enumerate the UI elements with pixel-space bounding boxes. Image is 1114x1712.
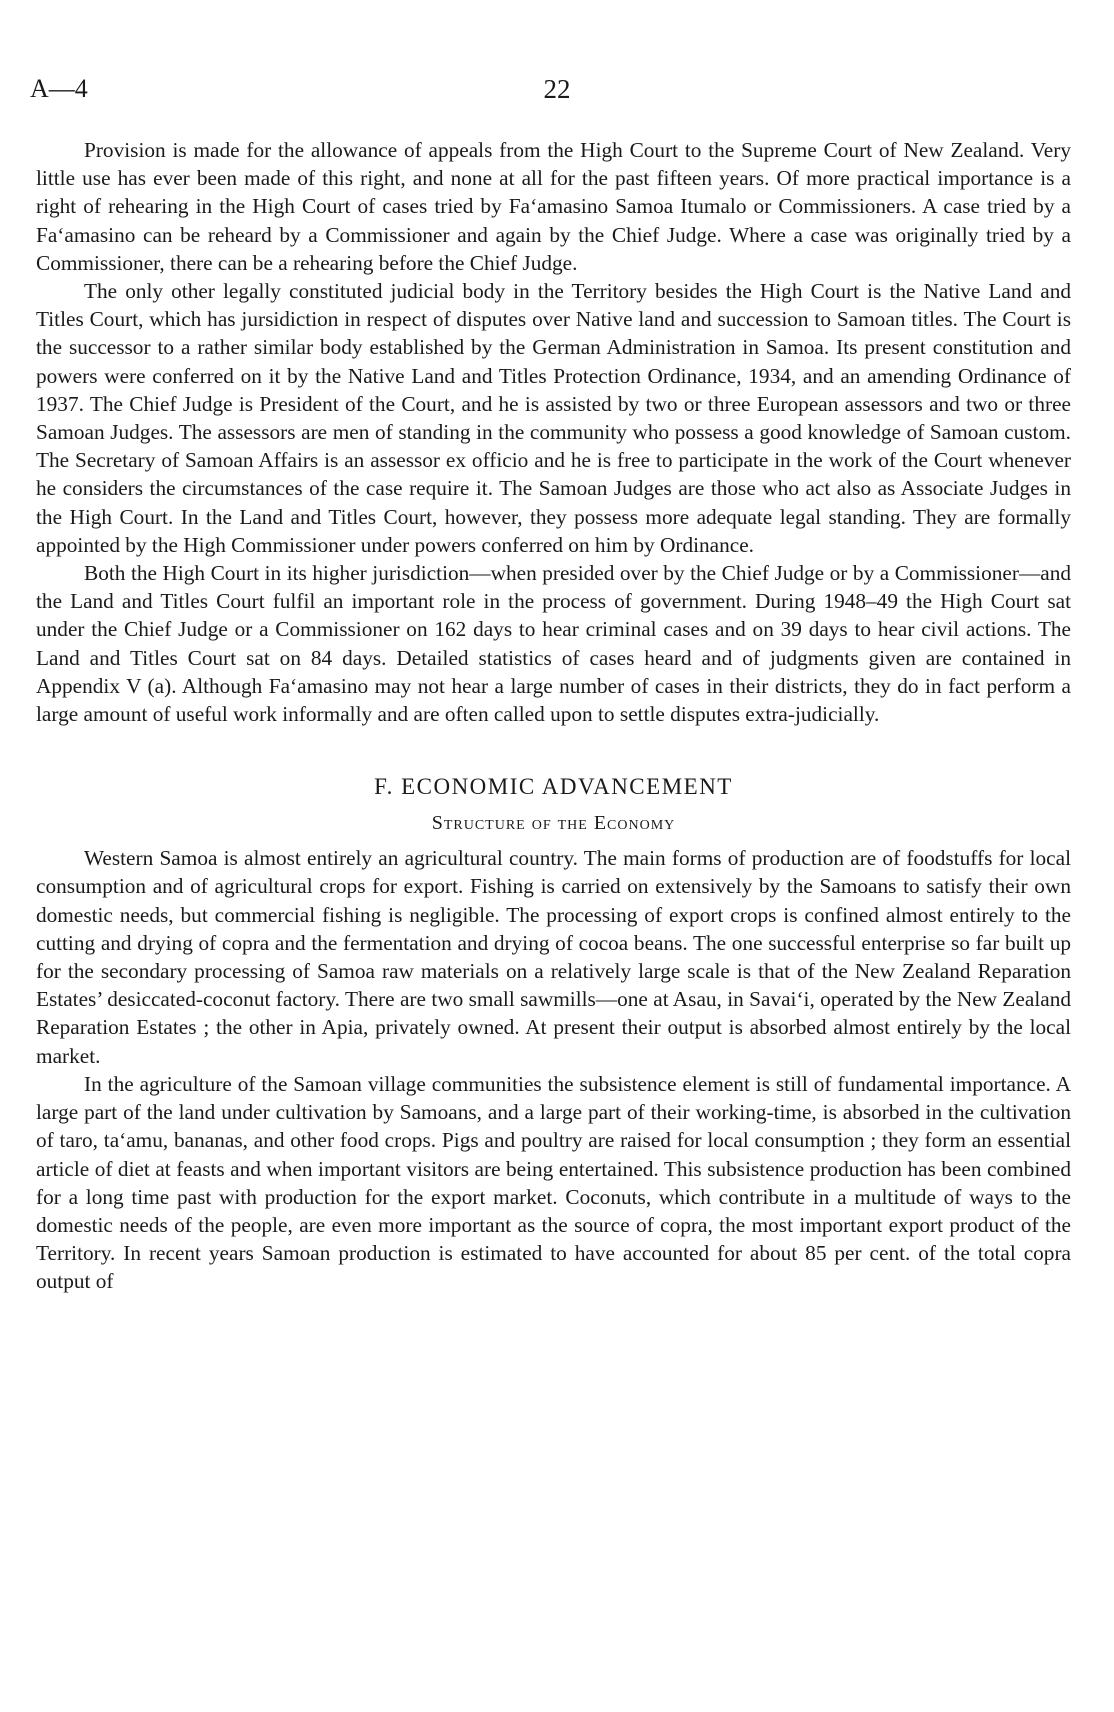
paragraph-subsistence-agriculture: In the agriculture of the Samoan village communities the subsistence element is still of fundamental importance. A large part of the land under cultivation by Samoans, and a large part of their working-time, is absorbed in the cultivation of taro, ta‘amu, bananas, and other food crops. Pigs and poultry are raised for local consumption ; they form an essential article of diet at feasts and when important visitors are being entertained. This subsistence production has been combined for a long time past with production for the export market. Coconuts, which contribute in a multitude of ways to the domestic needs of the people, are even more important as the source of copra, the most important export product of the Territory. In recent years Samoan production is estimated to have accounted for about 85 per cent. of the total copra output of — [36, 1071, 1071, 1294]
page-number: 22 — [543, 74, 571, 104]
document-body — [36, 136, 1071, 1296]
section-heading: F. ECONOMIC ADVANCEMENT — [374, 774, 733, 800]
page-header — [30, 74, 1084, 108]
section-subheading: Structure of the Economy — [431, 812, 676, 835]
document-reference: A—4 — [30, 74, 88, 103]
paragraph-court-role: Both the High Court in its higher jurisdiction—when presided over by the Chief Judge or by a Commissioner—and the Land and Titles Court fulfil an important role in the process of government. During 1948–49 the High Court sat under the Chief Judge or a Commissioner on 162 days to hear criminal cases and on 39 days to hear civil actions. The Land and Titles Court sat on 84 days. Detailed statistics of cases heard and of judgments given are contained in Appendix V (a). Although Fa‘amasino may not hear a large number of cases in their districts, they do in fact perform a large amount of useful work informally and are often called upon to settle disputes extra-judicially. — [36, 561, 1071, 727]
paragraph-land-titles-court: The only other legally constituted judicial body in the Territory besides the High Court is the Native Land and Titles Court, which has jursidiction in respect of disputes over Native land and succession to Samoan titles. The Court is the successor to a rather similar body established by the German Administration in Samoa. Its present constitution and powers were conferred on it by the Native Land and Titles Protection Ordinance, 1934, and an amending Ordinance of 1937. The Chief Judge is President of the Court, and he is assisted by two or three European assessors and two or three Samoan Judges. The assessors are men of standing in the community who possess a good knowledge of Samoan custom. The Secretary of Samoan Affairs is an assessor ex officio and he is free to participate in the work of the Court whenever he considers the circumstances of the case require it. The Samoan Judges are those who act also as Associate Judges in the High Court. In the Land and Titles Court, however, they possess more adequate legal standing. They are formally appointed by the High Commissioner under powers conferred on him by Ordinance. — [36, 279, 1071, 557]
paragraph-appeals: Provision is made for the allowance of appeals from the High Court to the Supreme Court of New Zealand. Very little use has ever been made of this right, and none at all for the past fifteen years. Of more practical importance is a right of rehearing in the High Court of cases tried by Fa‘amasino Samoa Itumalo or Commissioners. A case tried by a Fa‘amasino can be reheard by a Commissioner and again by the Chief Judge. Where a case was originally tried by a Commissioner, there can be a rehearing before the Chief Judge. — [36, 138, 1071, 275]
paragraph-agricultural-economy: Western Samoa is almost entirely an agricultural country. The main forms of production are of foodstuffs for local consumption and of agricultural crops for export. Fishing is carried on extensively by the Samoans to satisfy their own domestic needs, but commercial fishing is negligible. The processing of export crops is confined almost entirely to the cutting and drying of copra and the fermentation and drying of cocoa beans. The one successful enterprise so far built up for the secondary processing of Samoa raw materials on a relatively large scale is that of the New Zealand Reparation Estates’ desiccated-coconut factory. There are two small sawmills—one at Asau, in Savai‘i, operated by the New Zealand Reparation Estates ; the other in Apia, privately owned. At present their output is absorbed almost entirely by the local market. — [36, 846, 1071, 1068]
